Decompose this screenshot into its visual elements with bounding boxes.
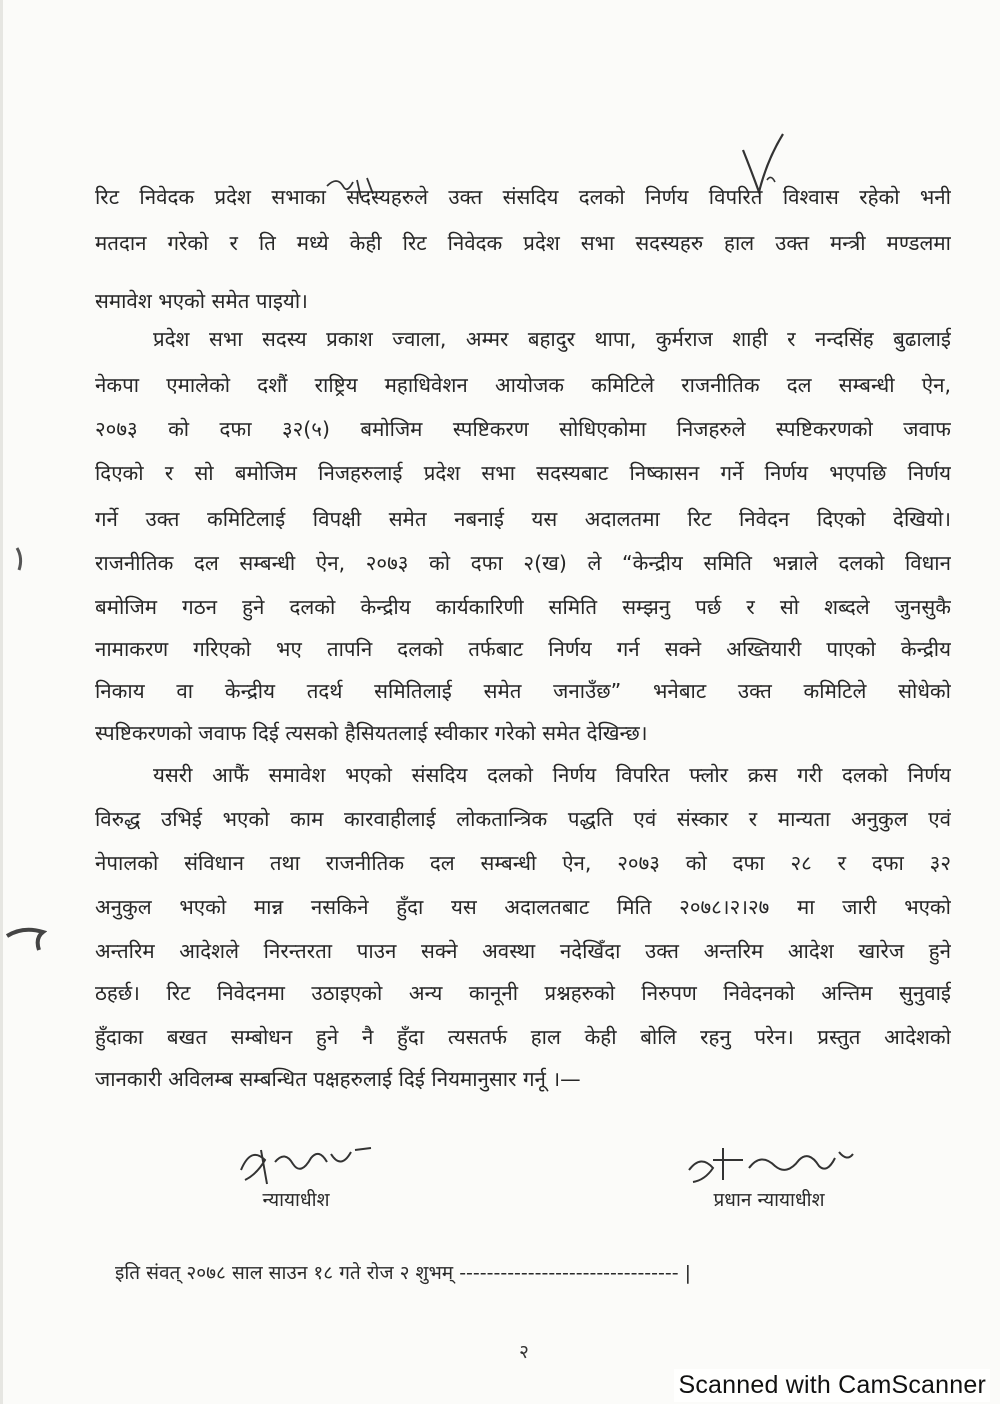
scan-artifact-icon: [13, 544, 27, 574]
text-line: नेपालको संविधान तथा राजनीतिक दल सम्बन्धी ऐन, २०७३ को दफा २८ र दफा ३२: [95, 851, 951, 875]
text-line: अनुकुल भएको मान्न नसकिने हुँदा यस अदालतबाट मिति २०७८।२।२७ मा जारी भएको: [95, 895, 951, 919]
signature-left-icon: [231, 1140, 381, 1190]
text-line: दिएको र सो बमोजिम निजहरुलाई प्रदेश सभा सदस्यबाट निष्कासन गर्ने निर्णय भएपछि निर्णय: [95, 461, 951, 485]
signature-right-icon: [683, 1140, 863, 1190]
text-line: रिट निवेदक प्रदेश सभाका सदस्यहरुले उक्त संसदिय दलको निर्णय विपरित विश्वास रहेको भनी: [95, 185, 951, 209]
text-line: बमोजिम गठन हुने दलको केन्द्रीय कार्यकारिणी समिति सम्झनु पर्छ र सो शब्दले जुनसुकै: [95, 595, 951, 619]
chief-justice-signature-block: [689, 1186, 849, 1212]
text-line: यसरी आफैं समावेश भएको संसदिय दलको निर्णय विपरित फ्लोर क्रस गरी दलको निर्णय: [153, 763, 951, 787]
text-line: समावेश भएको समेत पाइयो।: [95, 289, 308, 313]
text-line: स्पष्टिकरणको जवाफ दिई त्यसको हैसियतलाई स्वीकार गरेको समेत देखिन्छ।: [95, 721, 648, 745]
judge-signature-block: [241, 1186, 351, 1212]
text-line: जानकारी अविलम्ब सम्बन्धित पक्षहरुलाई दिई नियमानुसार गर्नू ।—: [95, 1067, 581, 1091]
text-line: विरुद्ध उभिई भएको काम कारवाहीलाई लोकतान्त्रिक पद्धति एवं संस्कार र मान्यता अनुकुल एवं: [95, 807, 951, 831]
judge-title: न्यायाधीश: [262, 1189, 330, 1211]
text-line: २०७३ को दफा ३२(५) बमोजिम स्पष्टिकरण सोधिएकोमा निजहरुले स्पष्टिकरणको जवाफ: [95, 417, 951, 441]
text-line: मतदान गरेको र ति मध्ये केही रिट निवेदक प्रदेश सभा सदस्यहरु हाल उक्त मन्त्री मण्डलमा: [95, 231, 951, 255]
text-line: अन्तरिम आदेशले निरन्तरता पाउन सक्ने अवस्था नदेखिँदा उक्त अन्तरिम आदेश खारेज हुने: [95, 939, 951, 963]
scanner-watermark: Scanned with CamScanner: [674, 1369, 990, 1402]
chief-justice-title: प्रधान न्यायाधीश: [713, 1189, 825, 1211]
text-line: निकाय वा केन्द्रीय तदर्थ समितिलाई समेत जनाउँछ” भनेबाट उक्त कमिटिले सोधेको: [95, 679, 951, 703]
text-line: ठहर्छ। रिट निवेदनमा उठाइएको अन्य कानूनी प्रश्नहरुको निरुपण निवेदनको अन्तिम सुनुवाई: [95, 981, 951, 1005]
text-line: नेकपा एमालेको दशौं राष्ट्रिय महाधिवेशन आयोजक कमिटिले राजनीतिक दल सम्बन्धी ऐन,: [95, 373, 951, 397]
text-line: गर्ने उक्त कमिटिलाई विपक्षी समेत नबनाई यस अदालतमा रिट निवेदन दिएको देखियो।: [95, 507, 951, 531]
text-line: नामाकरण गरिएको भए तापनि दलको तर्फबाट निर्णय गर्न सक्ने अख्तियारी पाएको केन्द्रीय: [95, 637, 951, 661]
text-line: राजनीतिक दल सम्बन्धी ऐन, २०७३ को दफा २(ख) ले “केन्द्रीय समिति भन्नाले दलको विधान: [95, 551, 951, 575]
text-line: हुँदाका बखत सम्बोधन हुने नै हुँदा त्यसतर्फ हाल केही बोलि रहनु परेन। प्रस्तुत आदेशको: [95, 1025, 951, 1049]
text-line: प्रदेश सभा सदस्य प्रकाश ज्वाला, अम्मर बहादुर थापा, कुर्मराज शाही र नन्दसिंह बुढालाई: [153, 327, 951, 351]
date-line: इति संवत् २०७८ साल साउन १८ गते रोज २ शुभम् -------------------------------- |: [115, 1262, 692, 1284]
scan-artifact-icon: [5, 924, 47, 954]
page-number: २: [519, 1341, 529, 1363]
